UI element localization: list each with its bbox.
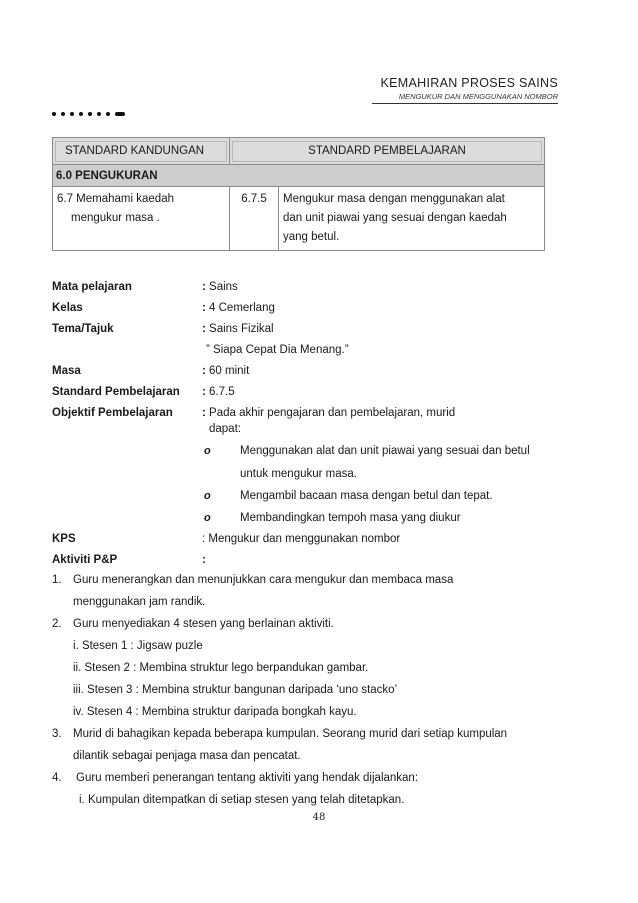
objective-row: Objektif Pembelajaran : Pada akhir pengajaran dan pembelajaran, murid xyxy=(52,407,456,419)
col-header-kandungan: STANDARD KANDUNGAN xyxy=(53,138,230,165)
step-3-cont: dilantik sebagai penjaga masa dan pencatat. xyxy=(73,750,301,762)
station-4: iv. Stesen 4 : Membina struktur daripada bongkah kayu. xyxy=(73,706,357,718)
bullet-icon: o xyxy=(204,445,211,457)
step-number: 2. xyxy=(52,618,62,630)
step-4: Guru memberi penerangan tentang aktiviti yang hendak dijalankan: xyxy=(76,772,419,784)
step-1-cont: menggunakan jam randik. xyxy=(73,596,206,608)
decorative-dots xyxy=(52,112,125,116)
subject-row: Mata pelajaran : Sains xyxy=(52,281,238,293)
kps-row: KPS : Mengukur dan menggunakan nombor xyxy=(52,533,401,545)
step-number: 1. xyxy=(52,574,62,586)
time-row: Masa : 60 minit xyxy=(52,365,250,377)
page-header xyxy=(381,76,558,101)
header-subtitle: MENGUKUR DAN MENGGUNAKAN NOMBOR xyxy=(398,92,558,101)
learning-standard-code: 6.7.5 xyxy=(230,187,279,251)
bullet-icon: o xyxy=(204,512,211,524)
standard-row: Standard Pembelajaran : 6.7.5 xyxy=(52,386,235,398)
step-2: Guru menyediakan 4 stesen yang berlainan aktiviti. xyxy=(73,618,334,630)
header-divider xyxy=(372,103,558,104)
objective-1-cont: untuk mengukur masa. xyxy=(240,468,357,480)
bullet-icon: o xyxy=(204,490,211,502)
station-3: iii. Stesen 3 : Membina struktur bangunan daripada ‘uno stacko’ xyxy=(73,684,398,696)
class-row: Kelas : 4 Cemerlang xyxy=(52,302,275,314)
step-number: 4. xyxy=(52,772,62,784)
objective-1: o Menggunakan alat dan unit piawai yang sesuai dan betul xyxy=(52,439,572,463)
station-2: ii. Stesen 2 : Membina struktur lego berpandukan gambar. xyxy=(73,662,369,674)
theme-row: Tema/Tajuk : Sains Fizikal xyxy=(52,323,274,335)
col-header-pembelajaran: STANDARD PEMBELAJARAN xyxy=(230,138,545,165)
step-number: 3. xyxy=(52,728,62,740)
lesson-info xyxy=(52,277,572,571)
step-4-i: i. Kumpulan ditempatkan di setiap stesen yang telah ditetapkan. xyxy=(79,794,405,806)
header-title: KEMAHIRAN PROSES SAINS xyxy=(380,76,558,90)
objective-3: o Membandingkan tempoh masa yang diukur xyxy=(52,507,572,529)
step-1: Guru menerangkan dan menunjukkan cara mengukur dan membaca masa xyxy=(73,574,454,586)
theme-subtitle-row: ” Siapa Cepat Dia Menang.” xyxy=(206,344,349,356)
standards-table xyxy=(52,137,545,251)
station-1: i. Stesen 1 : Jigsaw puzle xyxy=(73,640,203,652)
step-3: Murid di bahagikan kepada beberapa kumpulan. Seorang murid dari setiap kumpulan xyxy=(73,728,508,740)
objective-intro-row: dapat: xyxy=(209,423,241,435)
activity-row: Aktiviti P&P : xyxy=(52,554,206,566)
section-title: 6.0 PENGUKURAN xyxy=(53,165,545,187)
objective-2: o Mengambil bacaan masa dengan betul dan tepat. xyxy=(52,485,572,507)
page-number: 48 xyxy=(312,812,326,823)
content-standard-cell: 6.7 Memahami kaedah mengukur masa . xyxy=(53,187,230,251)
learning-standard-cell: Mengukur masa dengan menggunakan alat dan unit piawai yang sesuai dengan kaedah yang betul. xyxy=(279,187,545,251)
